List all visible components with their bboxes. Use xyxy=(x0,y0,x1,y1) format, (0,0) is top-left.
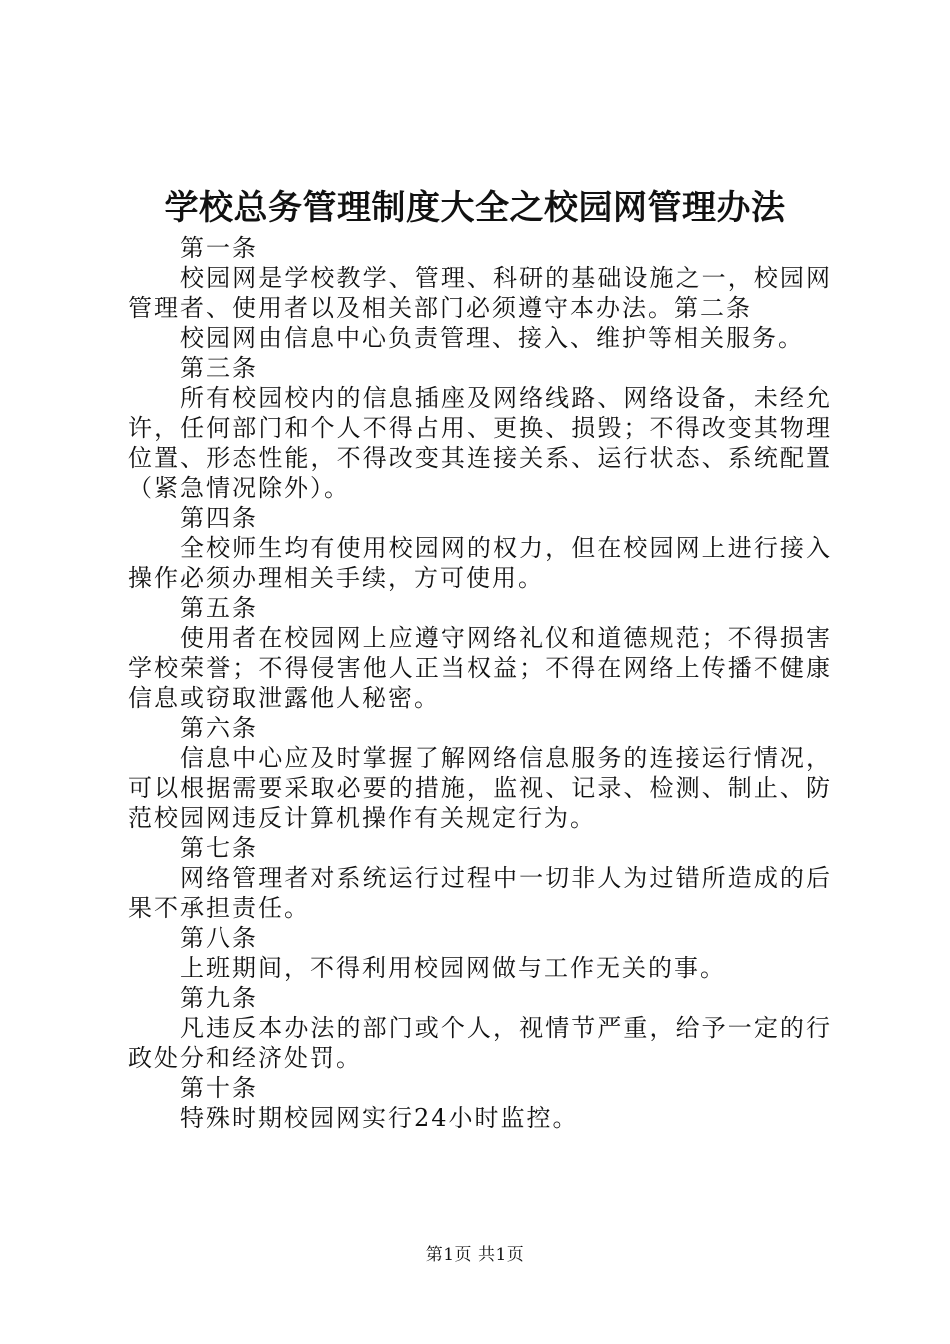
paragraph: 上班期间，不得利用校园网做与工作无关的事。 xyxy=(180,954,726,982)
article-heading-9: 第九条 xyxy=(180,984,258,1012)
article-heading-7: 第七条 xyxy=(180,834,258,862)
paragraph: 网络管理者对系统运行过程中一切非人为过错所造成的后果不承担责任。 xyxy=(128,864,832,922)
paragraph: 校园网由信息中心负责管理、接入、维护等相关服务。 xyxy=(180,324,804,352)
article-heading-3: 第三条 xyxy=(180,354,258,382)
article-heading-8: 第八条 xyxy=(180,924,258,952)
paragraph: 全校师生均有使用校园网的权力，但在校园网上进行接入操作必须办理相关手续，方可使用。 xyxy=(128,534,832,592)
article-heading-4: 第四条 xyxy=(180,504,258,532)
page-footer: 第1页 共1页 xyxy=(425,1245,525,1265)
article-heading-10: 第十条 xyxy=(180,1074,258,1102)
paragraph: 所有校园校内的信息插座及网络线路、网络设备，未经允许，任何部门和个人不得占用、更换、损毁；不得改变其物理位置、形态性能，不得改变其连接关系、运行状态、系统配置（紧急情况除外）。 xyxy=(128,384,832,502)
document-body xyxy=(128,233,832,1133)
article-heading-6: 第六条 xyxy=(180,714,258,742)
paragraph: 校园网是学校教学、管理、科研的基础设施之一，校园网管理者、使用者以及相关部门必须遵守本办法。第二条 xyxy=(128,264,832,322)
article-heading-1: 第一条 xyxy=(180,234,258,262)
article-heading-5: 第五条 xyxy=(180,594,258,622)
paragraph: 使用者在校园网上应遵守网络礼仪和道德规范；不得损害学校荣誉；不得侵害他人正当权益；不得在网络上传播不健康信息或窃取泄露他人秘密。 xyxy=(128,624,832,712)
page-title: 学校总务管理制度大全之校园网管理办法 xyxy=(164,188,786,228)
paragraph: 信息中心应及时掌握了解网络信息服务的连接运行情况，可以根据需要采取必要的措施，监视、记录、检测、制止、防范校园网违反计算机操作有关规定行为。 xyxy=(128,744,832,832)
paragraph: 凡违反本办法的部门或个人，视情节严重，给予一定的行政处分和经济处罚。 xyxy=(128,1014,832,1072)
paragraph: 特殊时期校园网实行24小时监控。 xyxy=(180,1104,579,1132)
